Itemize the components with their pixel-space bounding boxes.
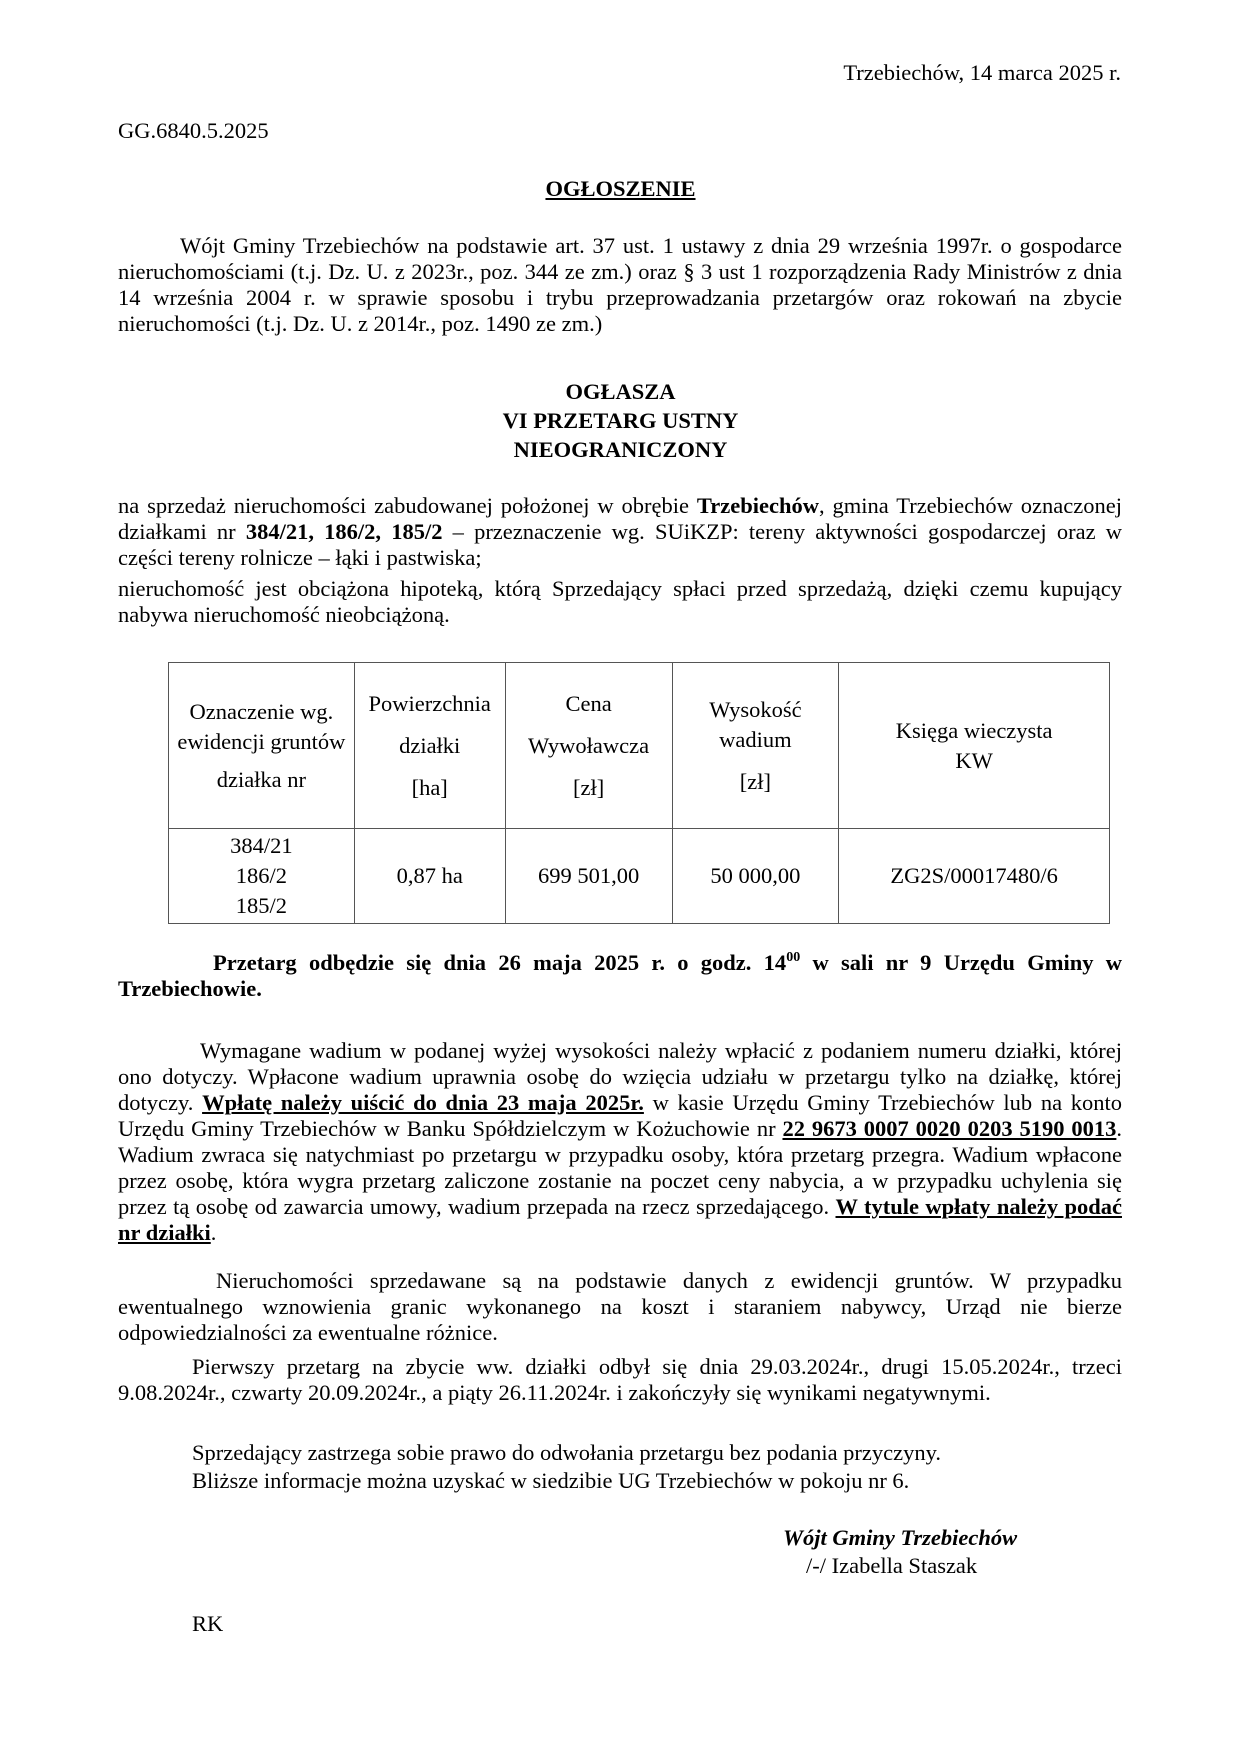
reference-number: GG.6840.5.2025 [118, 118, 269, 143]
auction-time-minutes: 00 [786, 950, 801, 965]
table-row [169, 829, 1110, 924]
mortgage-note-paragraph: nieruchomość jest obciążona hipoteką, którą Sprzedający spłaci przed sprzedażą, dzięki czemu kupujący nabywa nieruchomość nieobciążoną. [118, 576, 1122, 627]
announcement-heading [0, 377, 1241, 464]
sale-text-2: , gmina Trzebiechów oznaczonej działkami nr [118, 493, 1122, 544]
table-header-row [169, 663, 1110, 829]
information-note: Bliższe informacje można uzyskać w siedzibie UG Trzebiechów w pokoju nr 6. [192, 1468, 910, 1493]
signatory-title: Wójt Gminy Trzebiechów [783, 1525, 1018, 1550]
sale-text-1: na sprzedaż nieruchomości zabudowanej położonej w obrębie [118, 493, 697, 518]
payment-title-note: W tytule wpłaty należy podać nr działki [118, 1194, 1122, 1245]
announcement-line-1: OGŁASZA [565, 379, 676, 404]
cell-land-register: ZG2S/00017480/6 [839, 829, 1110, 924]
cancellation-note: Sprzedający zastrzega sobie prawo do odwołania przetargu bez podania przyczyny. [192, 1440, 942, 1465]
document-title: OGŁOSZENIE [545, 176, 696, 201]
sale-plot-numbers: 384/21, 186/2, 185/2 [245, 519, 443, 544]
sale-description-paragraph [118, 493, 1122, 571]
deposit-paragraph: Wymagane wadium w podanej wyżej wysokości należy wpłacić z podaniem numeru działki, której ono dotyczy. Wpłacone wadium uprawnia osobę do wzięcia udziału w przetargu tylko na działkę, której dotyczy. Wpłatę należy uiścić do dnia 23 maja 2025r. w kasie Urzędu Gminy Trzebiechów lub na konto Urzędu Gminy Trzebiechów w Banku Spółdzielczym w Kożuchowie nr 22 9673 0007 0020 0203 5190 0013. Wadium zwraca się natychmiast po przetargu w przypadku osoby, która przetarg przegra. Wadium wpłacone przez osobę, która wygra przetarg zaliczone zostanie na poczet ceny nabycia, a w przypadku uchylenia się przez tą osobę od zawarcia umowy, wadium przepada na rzecz sprzedającego. W tytule wpłaty należy podać nr działki. [118, 1038, 1123, 1245]
announcement-line-3: NIEOGRANICZONY [513, 437, 728, 462]
header-plot-area: Powierzchnia działki [ha] [354, 663, 505, 829]
land-registry-paragraph: Nieruchomości sprzedawane są na podstawie danych z ewidencji gruntów. W przypadku ewentualnego wznowienia granic wykonanego na koszt i staraniem nabywcy, Urząd nie bierze odpowiedzialności za ewentualne różnice. [118, 1268, 1122, 1345]
cell-plot-numbers: 384/21 186/2 185/2 [169, 829, 355, 924]
bank-account-number: 22 9673 0007 0020 0203 5190 0013 [782, 1116, 1117, 1141]
header-deposit-amount: Wysokość wadium [zł] [672, 663, 839, 829]
announcement-line-2: VI PRZETARG USTNY [502, 408, 739, 433]
property-table [168, 662, 1110, 924]
cell-area: 0,87 ha [354, 829, 505, 924]
author-initials: RK [192, 1611, 224, 1636]
legal-basis-paragraph: Wójt Gminy Trzebiechów na podstawie art. 37 ust. 1 ustawy z dnia 29 września 1997r. o gospodarce nieruchomościami (t.j. Dz. U. z 2023r., poz. 344 ze zm.) oraz § 3 ust 1 rozporządzenia Rady Ministrów z dnia 14 września 2004 r. w sprawie sposobu i trybu przeprowadzania przetargów oraz rokowań na zbycie nieruchomości (t.j. Dz. U. z 2014r., poz. 1490 ze zm.) [118, 233, 1122, 336]
signatory-name: /-/ Izabella Staszak [806, 1553, 978, 1578]
header-starting-price: Cena Wywoławcza [zł] [505, 663, 672, 829]
payment-deadline: Wpłatę należy uiścić do dnia 23 maja 2025r. [202, 1090, 644, 1115]
auction-date-paragraph: Przetarg odbędzie się dnia 26 maja 2025 r. o godz. $14^{00}$ w sali nr 9 Urzędu Gminy w Trzebiechowie. [118, 950, 1122, 1001]
sale-locality: Trzebiechów [696, 493, 819, 518]
document-date: Trzebiechów, 14 marca 2025 r. [843, 60, 1121, 85]
cell-price: 699 501,00 [505, 829, 672, 924]
sale-text-3: – przeznaczenie wg. SUiKZP: tereny aktywności gospodarczej oraz w części tereny rolnicze – łąki i pastwiska; [118, 519, 1122, 570]
cell-deposit: 50 000,00 [672, 829, 839, 924]
auction-history-paragraph: Pierwszy przetarg na zbycie ww. działki odbył się dnia 29.03.2024r., drugi 15.05.2024r., trzeci 9.08.2024r., czwarty 20.09.2024r., a piąty 26.11.2024r. i zakończyły się wynikami negatywnymi. [118, 1354, 1122, 1405]
header-land-register: Księga wieczysta KW [839, 663, 1110, 829]
header-plot-designation: Oznaczenie wg. ewidencji gruntów działka nr [169, 663, 355, 829]
